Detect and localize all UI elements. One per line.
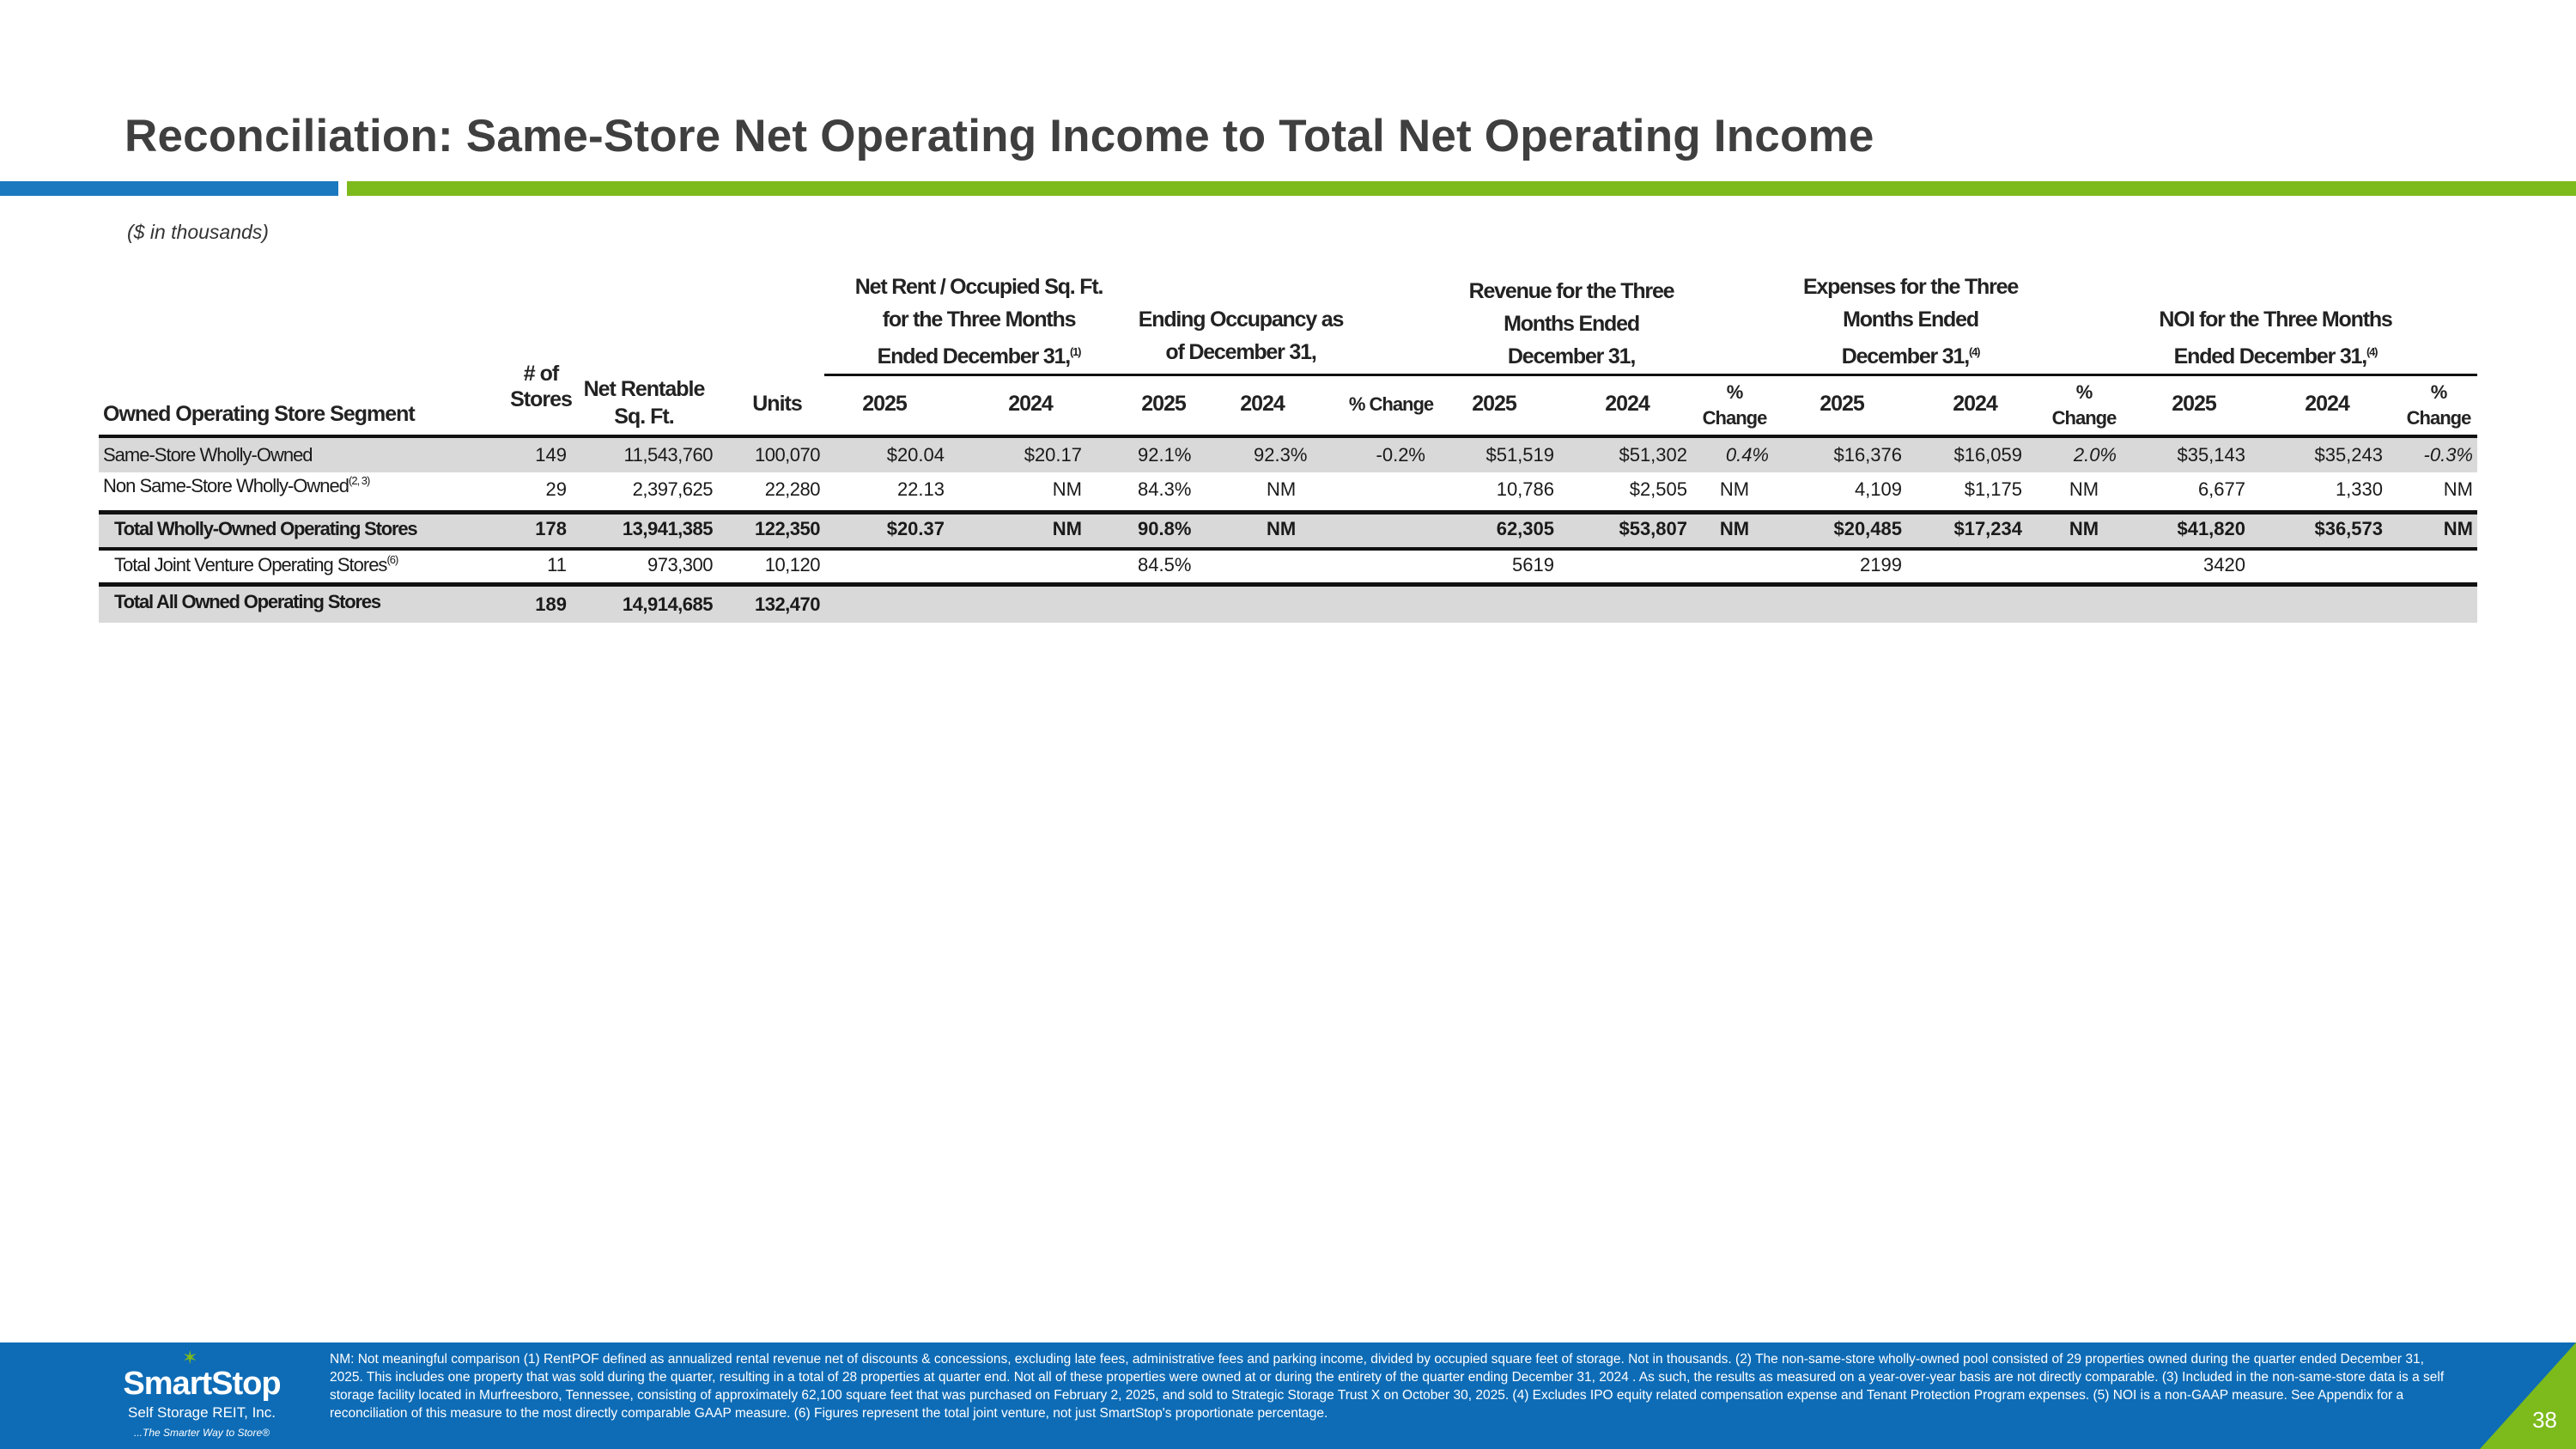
noi-2024-header: 2024	[2305, 392, 2349, 416]
header-divider	[824, 374, 2477, 376]
rev-2024-header: 2024	[1605, 392, 1649, 416]
rev-change-cell: NM	[1719, 518, 1750, 539]
sqft-cell: 14,914,685	[622, 594, 713, 615]
noi-2025-cell: 6,677	[2197, 478, 2245, 500]
rent-2025-header: 2025	[862, 392, 907, 416]
noi-change-header: % Change	[2406, 381, 2471, 429]
exp-2025-cell: $16,376	[1833, 444, 1902, 466]
corner-accent	[2480, 1342, 2576, 1449]
occ-2025-cell: 90.8%	[1138, 518, 1192, 539]
noi-change-cell: -0.3%	[2423, 444, 2473, 466]
noi-change-cell: NM	[2443, 518, 2473, 539]
sqft-header: Net Rentable Sq. Ft.	[583, 377, 705, 429]
occ-change-cell: -0.2%	[1376, 444, 1425, 466]
row-label: Total Wholly-Owned Operating Stores	[114, 518, 417, 539]
logo-subtitle: Self Storage REIT, Inc.	[128, 1404, 276, 1421]
exp-change-cell: NM	[2069, 518, 2099, 539]
stores-cell: 11	[547, 554, 567, 575]
sqft-cell: 13,941,385	[622, 518, 713, 539]
row-rule	[99, 547, 2477, 551]
noi-group-header: NOI for the Three Months Ended December 31,$^{(4)}$	[2159, 307, 2392, 368]
row-label: Same-Store Wholly-Owned	[103, 444, 313, 466]
row-label: Non Same-Store Wholly-Owned$^{(2, 3)}$	[103, 474, 370, 496]
occ-change-header: % Change	[1348, 393, 1434, 415]
occ-2025-cell: 92.1%	[1138, 444, 1192, 466]
noi-2024-cell: $36,573	[2314, 518, 2383, 539]
noi-2025-cell: $35,143	[2177, 444, 2245, 466]
rent-2025-cell: $20.37	[886, 518, 945, 539]
stores-cell: 178	[535, 518, 567, 539]
sqft-cell: 973,300	[647, 554, 713, 575]
exp-2025-cell: $20,485	[1833, 518, 1902, 539]
rent-2024-header: 2024	[1008, 392, 1053, 416]
rev-change-cell: NM	[1719, 478, 1750, 500]
exp-2025-cell: 2199	[1860, 554, 1902, 575]
sqft-cell: 11,543,760	[623, 444, 713, 466]
segment-header: Owned Operating Store Segment	[103, 402, 415, 426]
row-label: Total All Owned Operating Stores	[114, 591, 380, 612]
logo-spark-icon: ✶	[182, 1347, 198, 1368]
rev-2025-cell: 62,305	[1496, 518, 1554, 539]
exp-2024-cell: $16,059	[1953, 444, 2022, 466]
exp-change-header: % Change	[2051, 381, 2117, 429]
exp-2024-cell: $1,175	[1964, 478, 2022, 500]
stores-header: # of Stores	[510, 362, 572, 411]
rent-2024-cell: NM	[1052, 518, 1082, 539]
rev-2024-cell: $2,505	[1629, 478, 1687, 500]
rev-change-header: % Change	[1702, 381, 1767, 429]
rev-2025-cell: 5619	[1512, 554, 1554, 575]
rent-2024-cell: NM	[1052, 478, 1082, 500]
rev-2024-cell: $53,807	[1619, 518, 1687, 539]
units-cell: 22,280	[764, 478, 820, 500]
expenses-group-header: Expenses for the Three Months Ended December 31,$^{(4)}$	[1802, 275, 2019, 368]
occ-2024-cell: NM	[1267, 518, 1297, 539]
rent-2024-cell: $20.17	[1024, 444, 1082, 466]
stores-cell: 149	[535, 444, 567, 466]
exp-change-cell: NM	[2069, 478, 2099, 500]
row-band	[99, 587, 2477, 623]
exp-2024-cell: $17,234	[1953, 518, 2022, 539]
exp-2024-header: 2024	[1953, 392, 1997, 416]
rent-2025-cell: 22.13	[896, 478, 945, 500]
exp-2025-header: 2025	[1820, 392, 1864, 416]
company-logo	[112, 1347, 292, 1445]
noi-2024-cell: $35,243	[2314, 444, 2383, 466]
logo-name: SmartStop	[123, 1366, 281, 1402]
exp-change-cell: 2.0%	[2073, 444, 2117, 466]
occ-2024-cell: NM	[1267, 478, 1297, 500]
rent-2025-cell: $20.04	[886, 444, 945, 466]
row-label: Total Joint Venture Operating Stores$^{(6)}$	[114, 553, 398, 575]
occ-2025-cell: 84.3%	[1138, 478, 1192, 500]
noi-2024-cell: 1,330	[2335, 478, 2383, 500]
occ-2025-cell: 84.5%	[1138, 554, 1192, 575]
stores-cell: 189	[535, 594, 567, 615]
accent-bar-blue	[0, 181, 338, 196]
noi-reconciliation-table	[99, 258, 2477, 627]
rev-change-cell: 0.4%	[1725, 444, 1769, 466]
footnotes: NM: Not meaningful comparison (1) RentPOF defined as annualized rental revenue net of discounts & concessions, excluding late fees, administrative fees and parking income, divided by occupied square feet of storage. Not in thousands. (2) The non-same-store wholly-owned pool consisted of 29 properties owned during the quarter ended December 31, 2025. This includes one property that was sold during the quarter, resulting in a total of 28 properties at quarter end. Not all of these properties were owned at or during the entirety of the quarter ending December 31, 2024 . As such, the results as measured on a year-over-year basis are not directly comparable. (3) Included in the non-same-store data is a self storage facility located in Murfreesboro, Tennessee, consisting of approximately 62,100 square feet that was purchased on February 2, 2025, and sold to Strategic Storage Trust X on October 30, 2025. (4) Excludes IPO equity related compensation expense and Tenant Protection Program expenses. (5) NOI is a non-GAAP measure. See Appendix for a reconciliation of this measure to the most directly comparable GAAP measure. (6) Figures represent the total joint venture, not just SmartStop's proportionate percentage.	[330, 1352, 2445, 1421]
logo-tagline: ...The Smarter Way to Store®	[133, 1427, 270, 1439]
exp-2025-cell: 4,109	[1854, 478, 1902, 500]
occupancy-group-header: Ending Occupancy as of December 31,	[1138, 307, 1344, 364]
occ-2024-header: 2024	[1240, 392, 1285, 416]
units-header: Units	[752, 392, 802, 416]
revenue-group-header: Revenue for the Three Months Ended December 31,	[1468, 279, 1674, 368]
page-title: Reconciliation: Same-Store Net Operating Income to Total Net Operating Income	[125, 111, 1874, 161]
rev-2025-cell: 10,786	[1496, 478, 1554, 500]
units-cell: 122,350	[754, 518, 820, 539]
rev-2024-cell: $51,302	[1619, 444, 1687, 466]
occ-2024-cell: 92.3%	[1254, 444, 1308, 466]
units-cell: 100,070	[754, 444, 820, 466]
occ-2025-header: 2025	[1141, 392, 1186, 416]
noi-2025-header: 2025	[2172, 392, 2216, 416]
rev-2025-header: 2025	[1472, 392, 1516, 416]
page-number: 38	[2532, 1407, 2557, 1433]
sqft-cell: 2,397,625	[632, 478, 713, 500]
accent-bar-green	[347, 181, 2576, 196]
rev-2025-cell: $51,519	[1485, 444, 1554, 466]
units-cell: 132,470	[754, 594, 820, 615]
noi-change-cell: NM	[2443, 478, 2473, 500]
units-cell: 10,120	[764, 554, 820, 575]
units-note: ($ in thousands)	[127, 221, 269, 243]
noi-2025-cell: 3420	[2203, 554, 2245, 575]
rent-group-header: Net Rent / Occupied Sq. Ft. for the Three Months Ended December 31,$^{(1)}$	[854, 275, 1103, 368]
noi-2025-cell: $41,820	[2177, 518, 2245, 539]
stores-cell: 29	[545, 478, 567, 500]
